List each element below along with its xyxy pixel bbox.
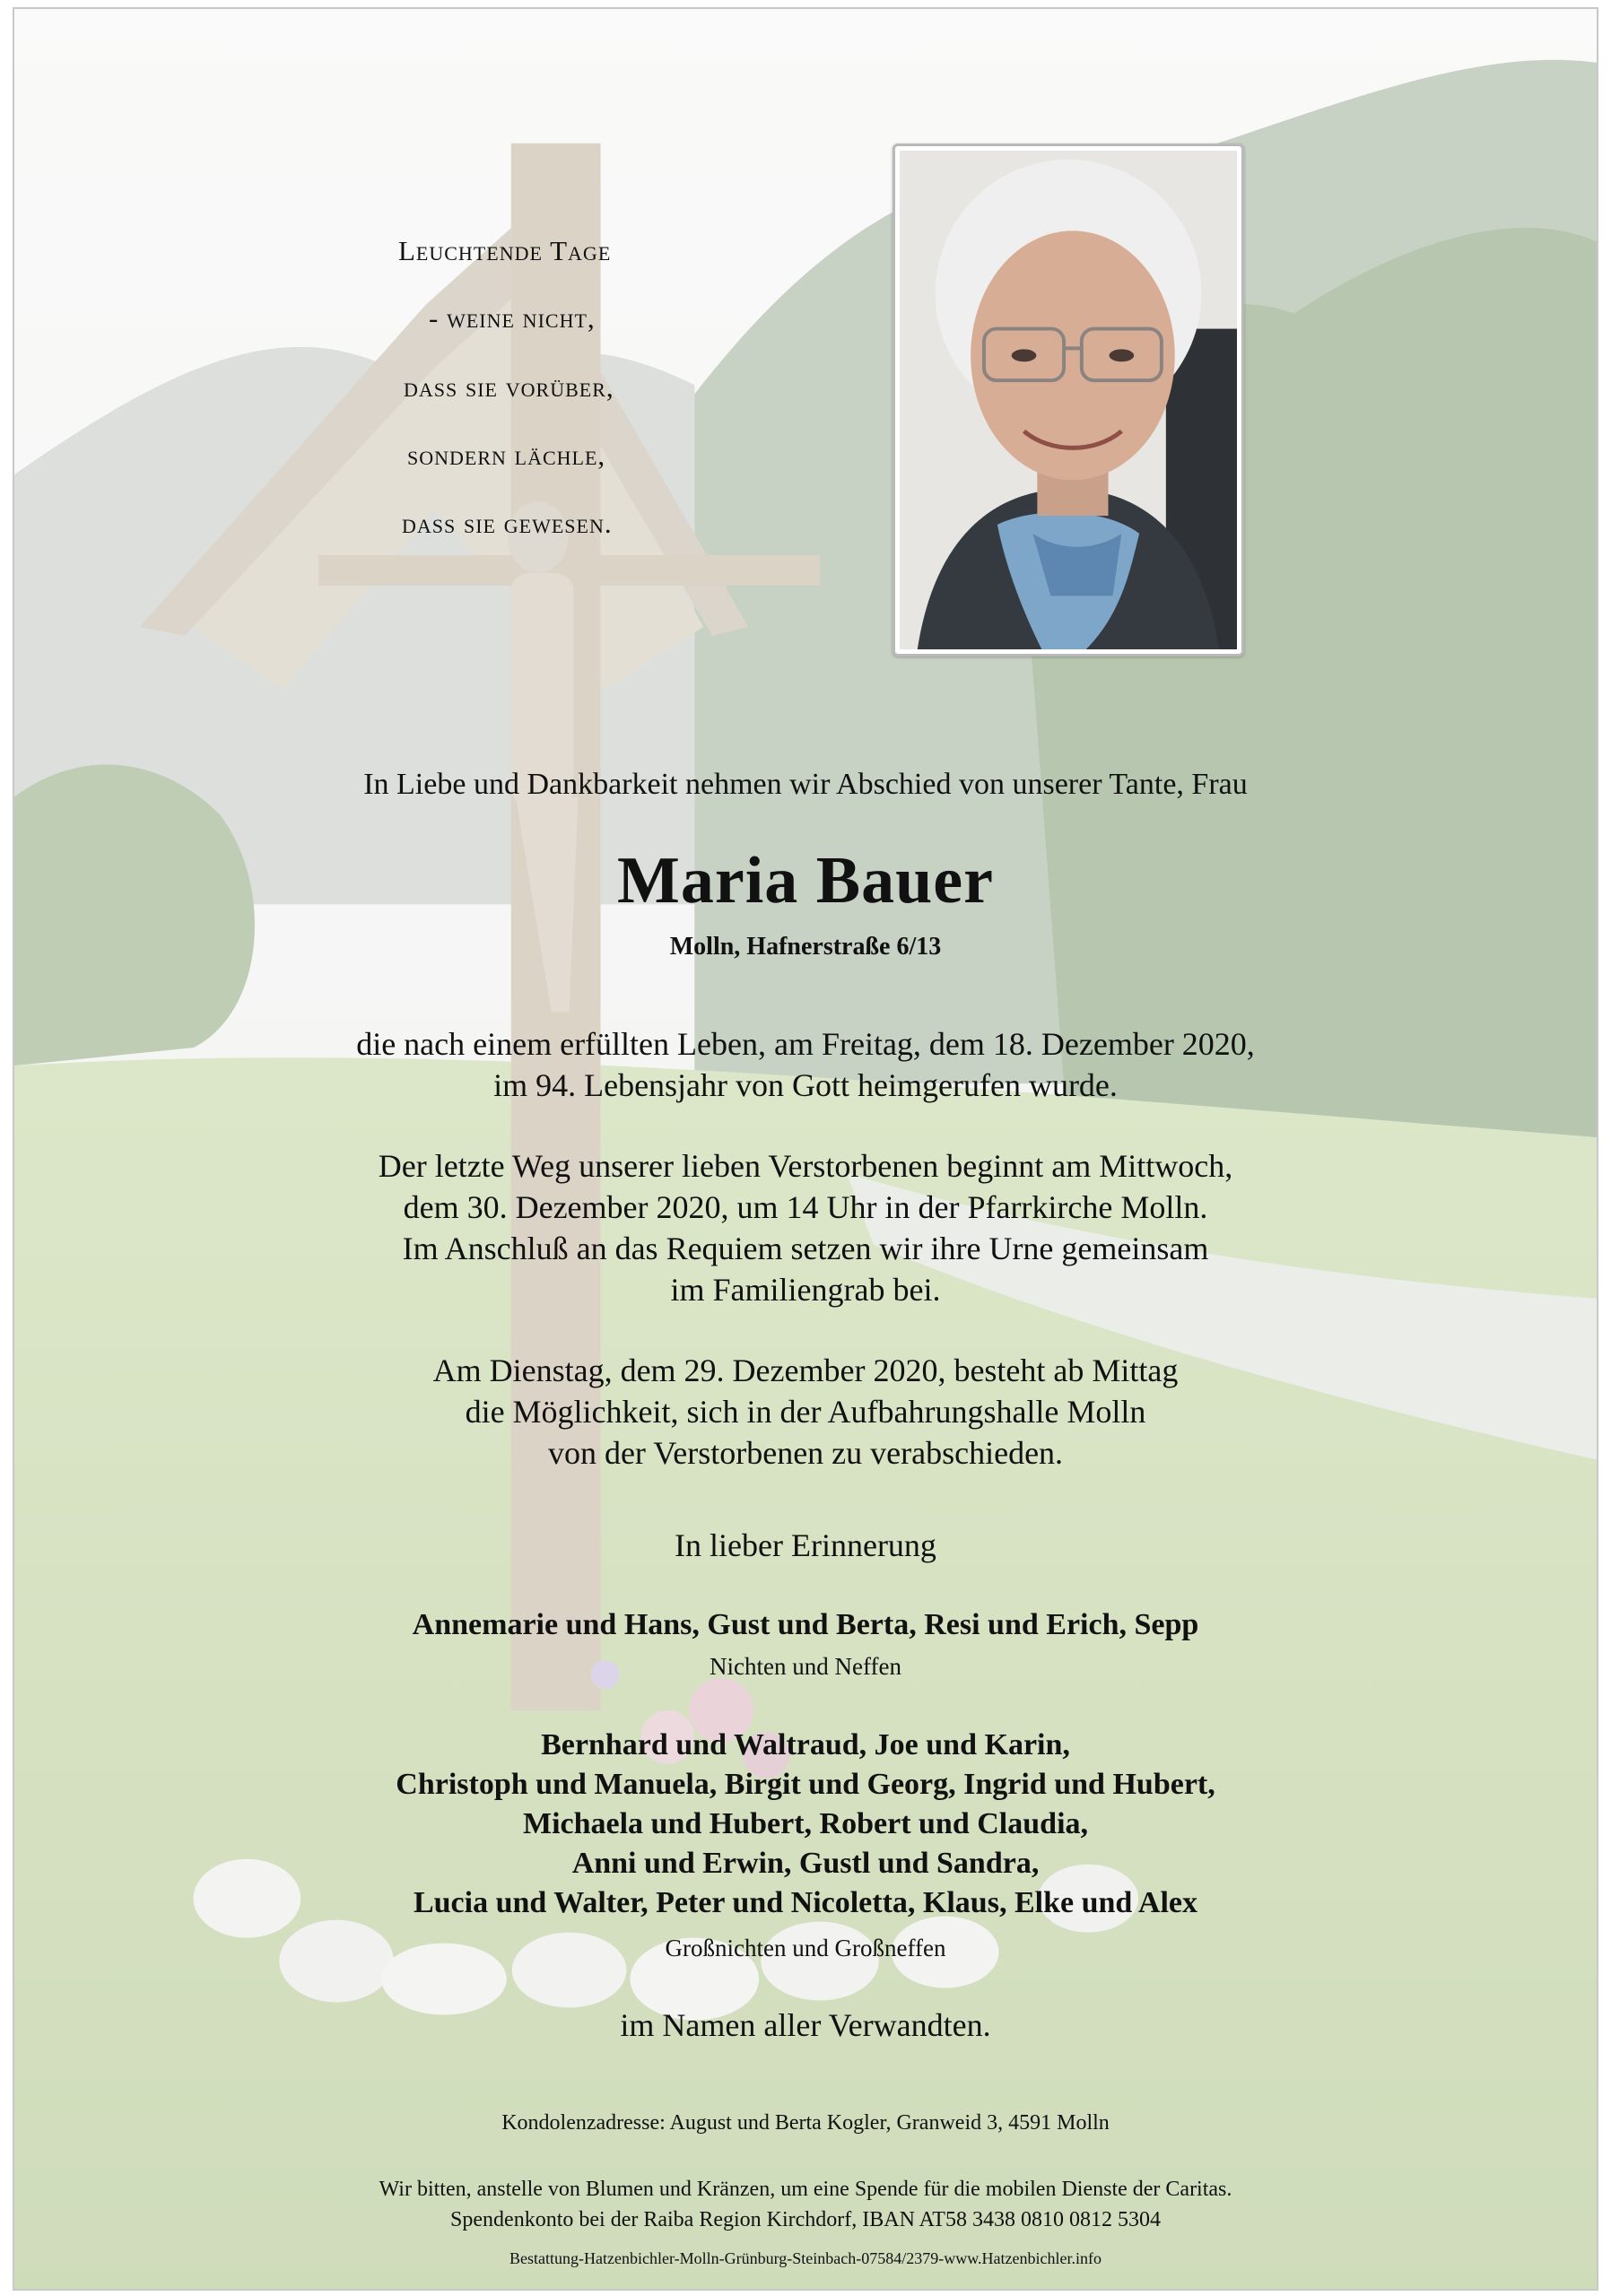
paragraph-line: Der letzte Weg unserer lieben Verstorbenen beginnt am Mittwoch, (378, 1148, 1233, 1184)
intro-line: In Liebe und Dankbarkeit nehmen wir Abschied von unserer Tante, Frau (363, 768, 1248, 801)
mourner-names: Christoph und Manuela, Birgit und Georg, Ingrid und Hubert, (396, 1768, 1215, 1801)
paragraph-line: Am Dienstag, dem 29. Dezember 2020, besteht ab Mittag (432, 1352, 1179, 1388)
mourner-names: Bernhard und Waltraud, Joe und Karin, (541, 1728, 1070, 1761)
paragraph-line: im 94. Lebensjahr von Gott heimgerufen wurde. (493, 1067, 1118, 1103)
donation-line: Spendenkonto bei der Raiba Region Kirchdorf, IBAN AT58 3438 0810 0812 5304 (450, 2208, 1161, 2231)
poem-line: sondern lächle, (407, 439, 606, 471)
donation-request (0, 2174, 1611, 2235)
paragraph-viewing (0, 1350, 1611, 1474)
paragraph-line: von der Verstorbenen zu verabschieden. (547, 1435, 1064, 1471)
donation-line: Wir bitten, anstelle von Blumen und Kränzen, um eine Spende für die mobilen Dienste der Caritas. (379, 2178, 1232, 2201)
paragraph-line: im Familiengrab bei. (670, 1272, 941, 1308)
portrait-image (900, 151, 1237, 649)
mourner-names: Lucia und Walter, Peter und Nicoletta, Klaus, Elke und Alex (413, 1886, 1198, 1919)
intro-text (0, 764, 1611, 805)
poem-line: dass sie vorüber, (404, 371, 614, 403)
paragraph-funeral (0, 1145, 1611, 1310)
paragraph-line: dem 30. Dezember 2020, um 14 Uhr in der Pfarrkirche Molln. (403, 1189, 1208, 1225)
poem-line: Leuchtende Tage (398, 235, 612, 266)
deceased-address: Molln, Hafnerstraße 6/13 (669, 933, 942, 961)
mourners-group-grandnieces (0, 1726, 1611, 1923)
mourner-names: Michaela und Hubert, Robert und Claudia, (522, 1807, 1089, 1840)
footer-undertaker: Bestattung-Hatzenbichler-Molln-Grünburg-Steinbach-07584/2379-www.Hatzenbichler.info (509, 2249, 1102, 2267)
mourners-relation: Großnichten und Großneffen (665, 1935, 946, 1961)
portrait-photo (893, 144, 1244, 657)
poem-line: dass sie gewesen. (402, 508, 613, 539)
paragraph-line: Im Anschluß an das Requiem setzen wir ihre Urne gemeinsam (402, 1231, 1209, 1266)
remembrance-line (0, 1525, 1611, 1566)
poem-line: - weine nicht, (429, 302, 596, 334)
closing-line: im Namen aller Verwandten. (620, 2007, 991, 2043)
paragraph-line: die nach einem erfüllten Leben, am Freitag, dem 18. Dezember 2020, (356, 1026, 1255, 1062)
paragraph-death-notice (0, 1023, 1611, 1106)
paragraph-line: die Möglichkeit, sich in der Aufbahrungshalle Molln (465, 1394, 1146, 1430)
mourners-group-nieces (0, 1605, 1611, 1645)
mourners-relation: Nichten und Neffen (710, 1653, 901, 1680)
paragraph-line: In lieber Erinnerung (675, 1527, 936, 1563)
mourner-names: Annemarie und Hans, Gust und Berta, Resi und Erich, Sepp (412, 1608, 1199, 1641)
deceased-name: Maria Bauer (617, 844, 994, 918)
mourner-names: Anni und Erwin, Gustl und Sandra, (571, 1847, 1040, 1880)
condolence-address: Kondolenzadresse: August und Berta Kogler, Granweid 3, 4591 Molln (501, 2111, 1110, 2135)
